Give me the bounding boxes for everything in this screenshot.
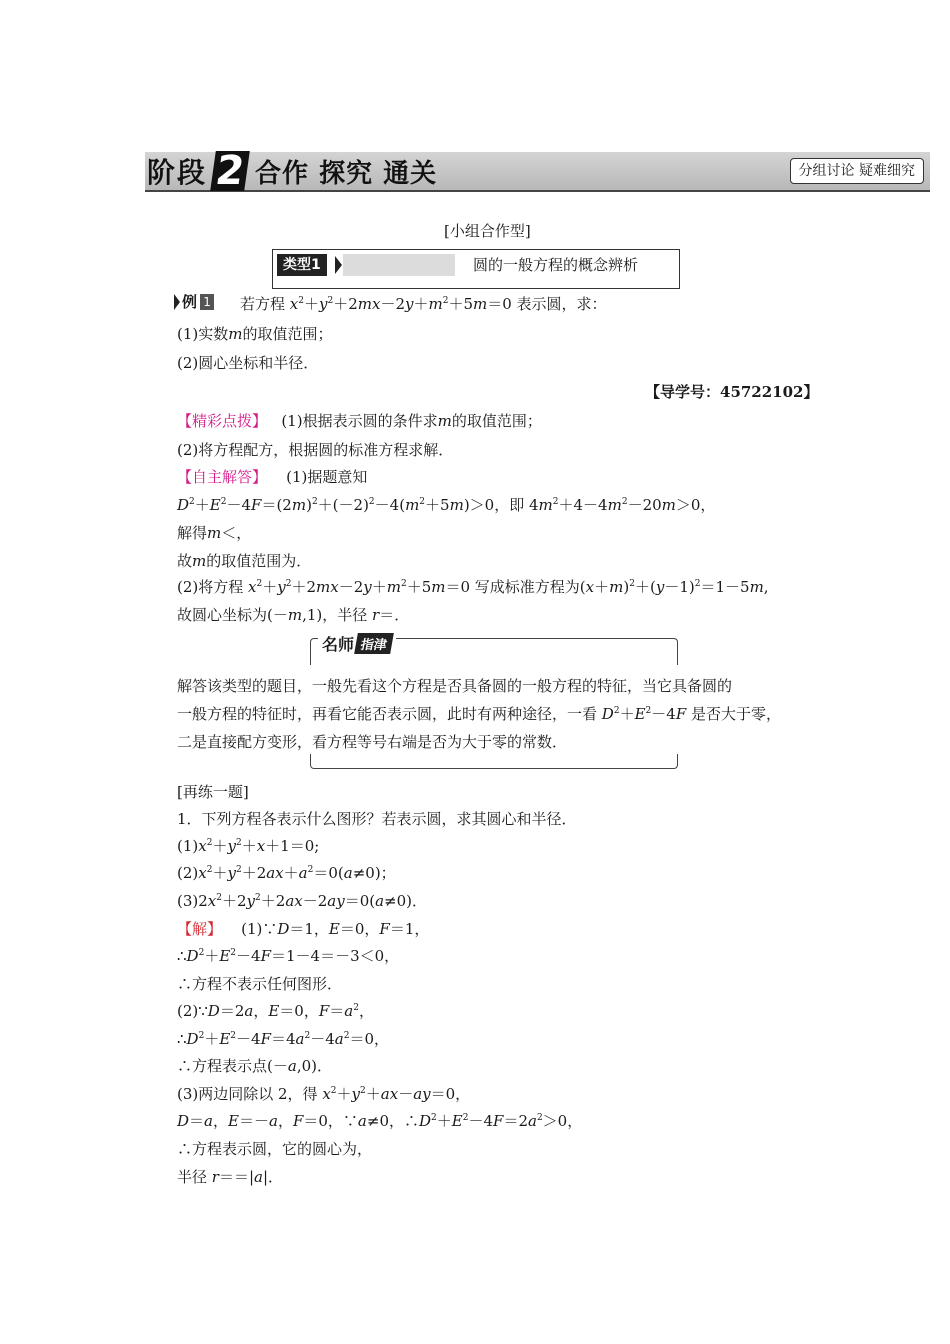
solution-line-3: ∴方程不表示任何图形． [177, 975, 343, 993]
answer-line-4: 故m的取值范围为． [177, 552, 312, 570]
section-tag: 分组讨论 疑难细究 [790, 158, 924, 184]
example-q1: (1)实数m的取值范围； [177, 325, 333, 343]
solution-line-8: D＝a，E＝－a，F＝0，∵a≠0，$\therefore D^2+E^2-4F=2a^2>0$， [177, 1112, 583, 1130]
section-title: 合作 探究 通关 [255, 158, 438, 189]
type-label: 类型1 [277, 254, 327, 276]
teacher-label: 名师 指津 [318, 630, 396, 656]
example-arrow-icon [174, 294, 180, 310]
answer-line-6: 故圆心坐标为(－m,1)，半径 r＝． [177, 606, 410, 624]
practice-q2: $(2)x^2+y^2+2ax+a^2=0(a\ne 0)$； [177, 864, 396, 882]
example-label: 例 1 [174, 291, 214, 312]
type-arrow-icon [335, 256, 342, 274]
section-banner [145, 148, 930, 194]
group-type-heading: [小组合作型] [444, 222, 531, 240]
solution-line-7: (3)两边同除以 2，得 $x^2+y^2+ax-ay=0$， [177, 1085, 471, 1103]
solution-line-5: $\therefore D^2+E^2-4F=4a^2-4a^2=0$， [177, 1030, 389, 1048]
answer-line-2: $D^2+E^2-4F=(2m)^2+(-2)^2-4(m^2+5m)>0$，即 $4m^2+4-4m^2-20m>0$， [177, 496, 716, 514]
practice-q3: $(3)2x^2+2y^2+2ax-2ay=0(a\ne 0)$． [177, 892, 428, 910]
answer-line-3: 解得m＜， [177, 524, 252, 542]
solution-line-1: 【解】 (1)∵D＝1，E＝0，F＝1， [177, 920, 430, 938]
guide-number: 【导学号：45722102】 [645, 383, 819, 401]
hint-line-1: 【精彩点拨】 (1)根据表示圆的条件求m的取值范围； [177, 412, 542, 430]
solution-line-4: (2)∵D＝2a，E＝0，$F=a^2$， [177, 1002, 374, 1020]
answer-line-5: (2)将方程 $x^2+y^2+2mx-2y+m^2+5m=0$ 写成标准方程为$(x+m)^2+(y-1)^2=1-5m$, [177, 578, 769, 596]
solution-line-10: 半径 r＝＝|a|． [177, 1168, 284, 1186]
practice-question: 1．下列方程各表示什么图形？若表示圆，求其圆心和半径． [177, 810, 577, 828]
practice-q1: $(1)x^2+y^2+x+1=0$; [177, 837, 320, 855]
teacher-text-1: 解答该类型的题目，一般先看这个方程是否具备圆的一般方程的特征，当它具备圆的 [177, 677, 733, 695]
example-q2: (2)圆心坐标和半径． [177, 354, 319, 372]
teacher-text-3: 二是直接配方变形，看方程等号右端是否为大于零的常数． [177, 733, 568, 751]
answer-line-1: 【自主解答】 (1)据题意知 [177, 468, 368, 486]
type-box [272, 249, 680, 289]
teacher-text-2: 一般方程的特征时，再看它能否表示圆，此时有两种途径，一看 $D^2+E^2-4F$ 是否大于零， [177, 705, 782, 723]
stage-label: 阶段 [147, 156, 208, 189]
solution-line-6: ∴方程表示点(－a,0)． [177, 1057, 332, 1075]
teacher-box-bottom [310, 754, 678, 769]
type-shade [343, 254, 455, 276]
practice-title: [再练一题] [177, 783, 249, 801]
type-title: 圆的一般方程的概念辨析 [473, 256, 639, 274]
stage-number: 2 [210, 151, 250, 191]
hint-line-2: (2)将方程配方，根据圆的标准方程求解． [177, 441, 454, 459]
solution-line-9: ∴方程表示圆，它的圆心为， [177, 1140, 373, 1158]
solution-line-2: $\therefore D^2+E^2-4F=1-4=-3<0$， [177, 947, 400, 965]
example-question: 若方程 $x^2+y^2+2mx-2y+m^2+5m=0$ 表示圆，求： [240, 295, 607, 313]
